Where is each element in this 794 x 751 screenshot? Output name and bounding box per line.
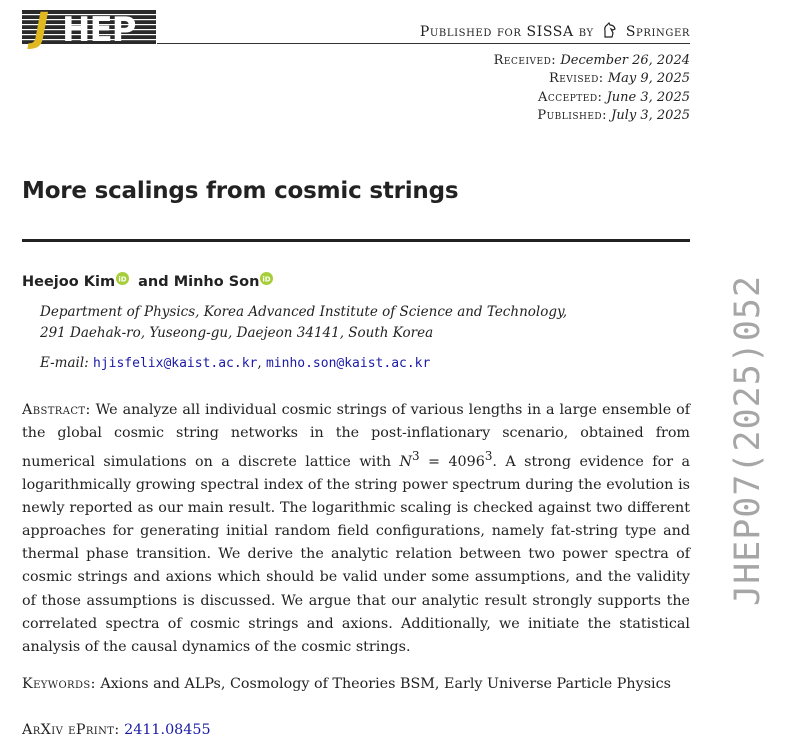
date-accepted: Accepted: June 3, 2025 bbox=[537, 89, 690, 105]
date-received: Received: December 26, 2024 bbox=[493, 53, 690, 68]
email-link[interactable]: minho.son@kaist.ac.kr bbox=[265, 356, 431, 371]
abstract-label: Abstract: bbox=[22, 402, 91, 418]
publisher-name: Springer bbox=[625, 24, 690, 40]
svg-text:iD: iD bbox=[118, 275, 127, 284]
published-line bbox=[420, 21, 690, 40]
date-published: Published: July 3, 2025 bbox=[537, 107, 690, 123]
affiliation-line: Department of Physics, Korea Advanced Institute of Science and Technology, bbox=[40, 304, 568, 320]
side-journal-id-text: JHEP07(2025)052 bbox=[728, 274, 768, 606]
email-line bbox=[40, 355, 430, 371]
math-exponent: 3 bbox=[484, 449, 493, 464]
author-name: Heejoo Kim bbox=[22, 274, 116, 290]
springer-horse-icon bbox=[601, 21, 619, 39]
paper-title: More scalings from cosmic strings bbox=[22, 178, 459, 204]
side-journal-id bbox=[728, 235, 778, 645]
email-separator: , bbox=[257, 355, 262, 371]
title-rule bbox=[22, 239, 690, 242]
author-connector: and bbox=[138, 274, 169, 290]
arxiv-eprint bbox=[22, 722, 211, 738]
authors bbox=[22, 272, 277, 290]
affiliation-line: 291 Daehak-ro, Yuseong-gu, Daejeon 34141, South Korea bbox=[40, 325, 434, 341]
orcid-icon[interactable] bbox=[116, 272, 129, 285]
abstract bbox=[22, 399, 690, 659]
orcid-icon[interactable] bbox=[260, 272, 273, 285]
affiliation bbox=[40, 302, 567, 344]
author-name: Minho Son bbox=[173, 274, 260, 290]
math-exponent: 3 bbox=[412, 449, 420, 464]
arxiv-link[interactable]: 2411.08455 bbox=[124, 722, 211, 738]
header-rule bbox=[157, 43, 690, 44]
abstract-text: . A strong evidence for a logarithmically growing spectral index of the string power spectrum during the evolution is newly reported as our main result. The logarithmic scaling is checked against two different approaches for generating initial random field configurations, namely fat-string type and thermal phase transition. We derive the analytic relation between two power spectra of cosmic strings and axions which should be valid under some assumptions, and the validity of those assumptions is discussed. We argue that our analytic result strongly supports the correlated spectra of cosmic strings and axions. Additionally, we initiate the statistical analysis of the causal dynamics of the cosmic strings. bbox=[22, 453, 690, 655]
math-symbol: N bbox=[399, 453, 413, 470]
email-link[interactable]: hjisfelix@kaist.ac.kr bbox=[93, 356, 258, 371]
svg-text:iD: iD bbox=[262, 275, 272, 284]
date-revised: Revised: May 9, 2025 bbox=[548, 71, 690, 87]
published-prefix: Published for SISSA by bbox=[419, 24, 594, 40]
math-equation: = 4096 bbox=[419, 453, 485, 470]
email-label: E-mail: bbox=[40, 355, 89, 371]
arxiv-label: ArXiv ePrint: bbox=[22, 722, 120, 738]
logo-j: J bbox=[34, 8, 49, 51]
keywords-label: Keywords: bbox=[22, 676, 96, 692]
keywords bbox=[22, 676, 671, 692]
jhep-logo bbox=[22, 8, 156, 60]
logo-hep: HEP bbox=[62, 10, 136, 50]
dates-block bbox=[494, 52, 690, 125]
abstract-text: We analyze all individual cosmic strings of various lengths in a large ensemble of the global cosmic string networks in the post-inflationary scenario, obtained from numerical simulations on a discrete lattice with bbox=[22, 402, 691, 470]
keywords-value: Axions and ALPs, Cosmology of Theories BSM, Early Universe Particle Physics bbox=[100, 676, 671, 692]
